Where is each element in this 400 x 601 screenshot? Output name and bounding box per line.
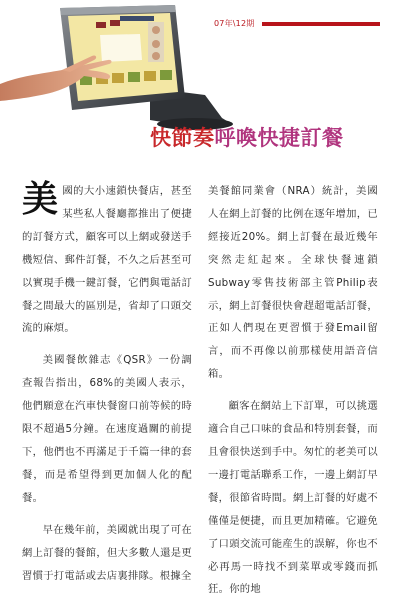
title-rest: 呼喚快捷訂餐	[214, 126, 344, 150]
paragraph: 美國的大小速鎖快餐店，甚至某些私人餐廳都推出了便捷的訂餐方式，顧客可以上網或發送手機短信、郵件訂餐，不久之后甚至可以實現手機一鍵訂餐，它們與電話訂餐之間最大的區別是，省却了口頭交流的麻煩。	[22, 179, 192, 335]
article-column-right	[208, 180, 378, 601]
issue-label: 07年\12期	[214, 19, 255, 28]
article-title	[150, 122, 344, 152]
touchscreen-terminal-photo	[0, 0, 245, 135]
paragraph: 顧客在網站上下訂單，可以挑選適合自己口味的食品和特別套餐，而且會很快送到手中。匆忙的老美可以一邊打電話聯系工作，一邊上網訂早餐，很節省時間。網上訂餐的好處不僅僅是便捷，而且更加精確。它避免了口頭交流可能産生的誤解，你也不必再馬一時找不到菜單或零錢而抓狂。你的地	[208, 400, 378, 596]
title-highlight: 快節奏	[150, 126, 215, 150]
drop-cap: 美	[22, 179, 59, 220]
paragraph: 美國餐飲雜志《QSR》一份調查報告指出，68%的美國人表示，他們願意在汽車快餐窗口前等候的時限不超過5分鐘。在速度過關的前提下，他們也不再滿足于千篇一律的套餐，而是希望得到更加個人化的配餐。	[22, 354, 192, 504]
paragraph: 早在幾年前，美國就出現了可在網上訂餐的餐館，但大多數人還是更習慣于打電話或去店裏排隊。根據全	[22, 523, 192, 582]
article-column-left	[22, 180, 192, 587]
terminal-screen	[68, 13, 178, 101]
header-rule	[262, 22, 380, 26]
paragraph: 美餐館同業會（NRA）統計，美國人在網上訂餐的比例在逐年增加，已經接近20%。網上訂餐在最近幾年突然走紅起來。全球快餐連鎖Subway零售技術部主管Philip表示，網上訂餐很快會趕超電話訂餐，正如人們現在更習慣于發Email留言，而不再像以前那樣使用語音信箱。	[208, 185, 378, 381]
